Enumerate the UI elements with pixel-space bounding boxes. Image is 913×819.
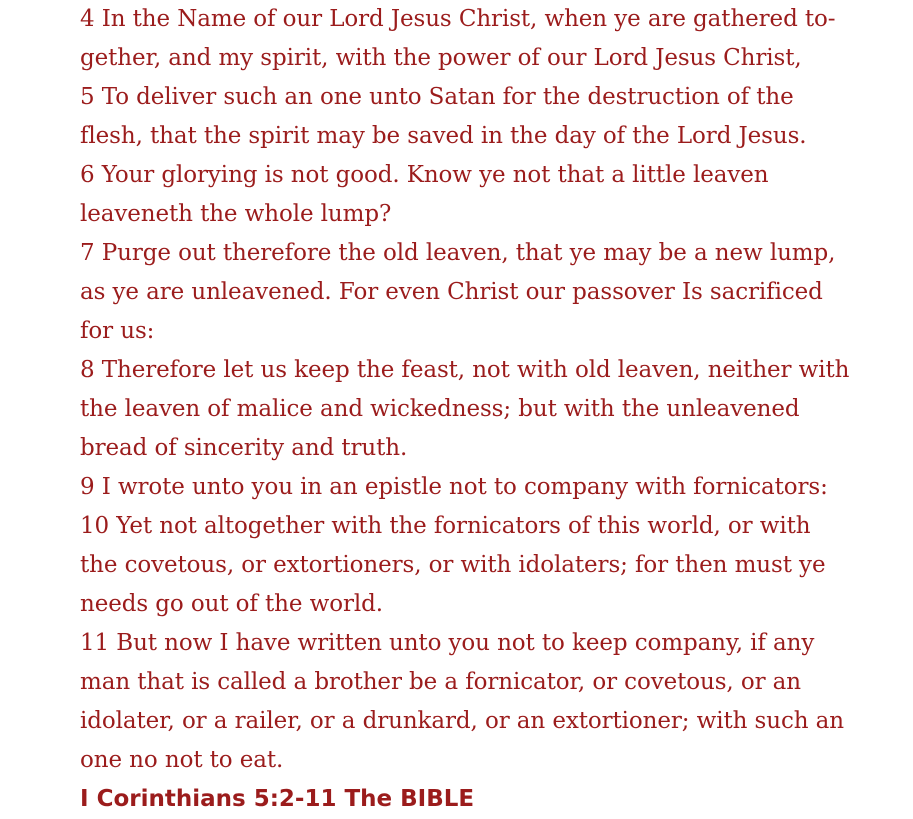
verse-line: as ye are unleavened. For even Christ our passover Is sacrificed: [80, 279, 823, 305]
verse-line: idolater, or a railer, or a drunkard, or an extortioner; with such an: [80, 708, 844, 734]
verse-line: man that is called a brother be a fornicator, or covetous, or an: [80, 669, 802, 695]
citation: I Corinthians 5:2-11 The BIBLE: [80, 786, 475, 812]
verse-line: 10 Yet not altogether with the fornicators of this world, or with: [80, 513, 811, 539]
verse-line: needs go out of the world.: [80, 591, 383, 617]
verse-line: the leaven of malice and wickedness; but with the unleavened: [80, 396, 800, 422]
verse-line: flesh, that the spirit may be saved in the day of the Lord Jesus.: [80, 123, 807, 149]
verse-line: the covetous, or extortioners, or with idolaters; for then must ye: [80, 552, 826, 578]
scripture-passage: [80, 0, 906, 819]
verse-line: 6 Your glorying is not good. Know ye not that a little leaven: [80, 162, 769, 188]
verse-line: 4 In the Name of our Lord Jesus Christ, when ye are gathered to-: [80, 6, 836, 32]
verse-line: leaveneth the whole lump?: [80, 201, 392, 227]
verse-line: 7 Purge out therefore the old leaven, that ye may be a new lump,: [80, 240, 836, 266]
verse-line: 9 I wrote unto you in an epistle not to company with fornicators:: [80, 474, 828, 500]
verse-line: 8 Therefore let us keep the feast, not with old leaven, neither with: [80, 357, 850, 383]
verse-line: bread of sincerity and truth.: [80, 435, 408, 461]
verse-line: one no not to eat.: [80, 747, 284, 773]
verse-line: 5 To deliver such an one unto Satan for the destruction of the: [80, 84, 794, 110]
verse-line: 11 But now I have written unto you not to keep company, if any: [80, 630, 815, 656]
verse-line: gether, and my spirit, with the power of our Lord Jesus Christ,: [80, 45, 802, 71]
verse-line: for us:: [80, 318, 155, 344]
